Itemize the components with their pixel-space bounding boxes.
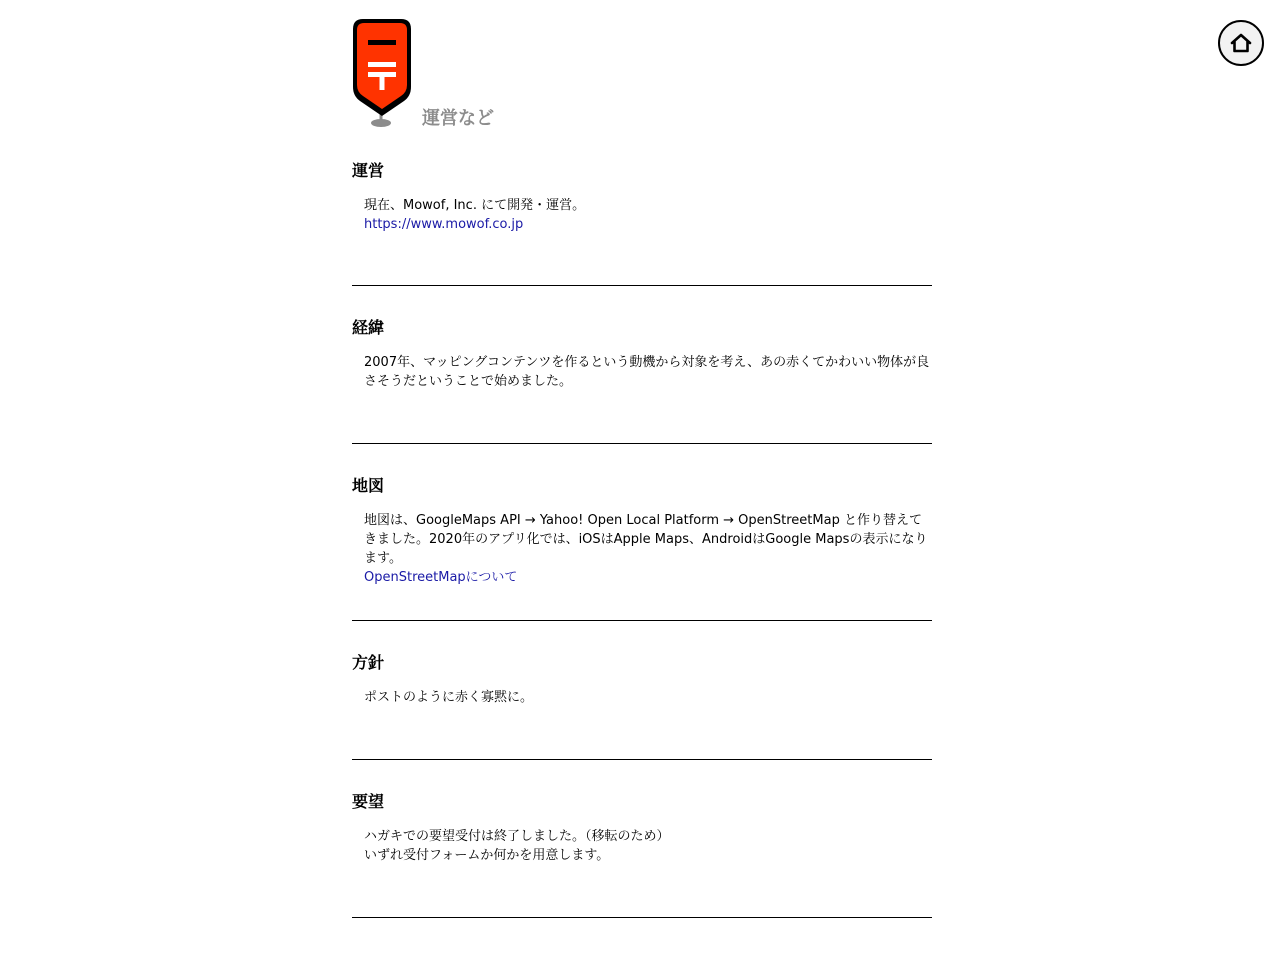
section-body xyxy=(352,196,932,234)
main-content xyxy=(352,18,932,918)
page-title: 運営など xyxy=(422,108,494,129)
section-heading: 運営 xyxy=(352,161,385,180)
section-body xyxy=(352,688,932,707)
mowof-website-link[interactable]: https://www.mowof.co.jp xyxy=(364,217,524,232)
section-policy xyxy=(352,621,932,760)
section-text: 地図は、GoogleMaps API → Yahoo! Open Local Platform → OpenStreetMap と作り替えてきました。2020年のアプリ化では、iOSはApple Maps、AndroidはGoogle Mapsの表示になります。 xyxy=(364,513,928,566)
section-heading: 要望 xyxy=(352,792,385,811)
home-button[interactable] xyxy=(1218,20,1264,66)
section-map xyxy=(352,444,932,621)
section-operation xyxy=(352,130,932,286)
section-text: ポストのように赤く寡黙に。 xyxy=(364,690,534,705)
section-request xyxy=(352,760,932,918)
section-history xyxy=(352,286,932,444)
section-heading: 方針 xyxy=(352,653,385,672)
section-body xyxy=(352,827,932,865)
home-icon xyxy=(1230,33,1252,53)
section-heading: 経緯 xyxy=(352,318,385,337)
section-text-line-2: いずれ受付フォームか何かを用意します。 xyxy=(364,848,610,863)
section-text: 2007年、マッピングコンテンツを作るという動機から対象を考え、あの赤くてかわいい物体が良さそうだということで始めました。 xyxy=(364,355,930,389)
section-heading: 地図 xyxy=(352,476,385,495)
openstreetmap-about-link[interactable]: OpenStreetMapについて xyxy=(364,570,518,585)
page-header xyxy=(352,18,932,130)
post-pin-icon[interactable] xyxy=(352,18,414,134)
section-body xyxy=(352,353,932,391)
section-body xyxy=(352,511,932,587)
section-text-line-1: ハガキでの要望受付は終了しました。（移転のため） xyxy=(364,829,670,844)
section-text: 現在、Mowof, Inc. にて開発・運営。 xyxy=(364,198,586,213)
